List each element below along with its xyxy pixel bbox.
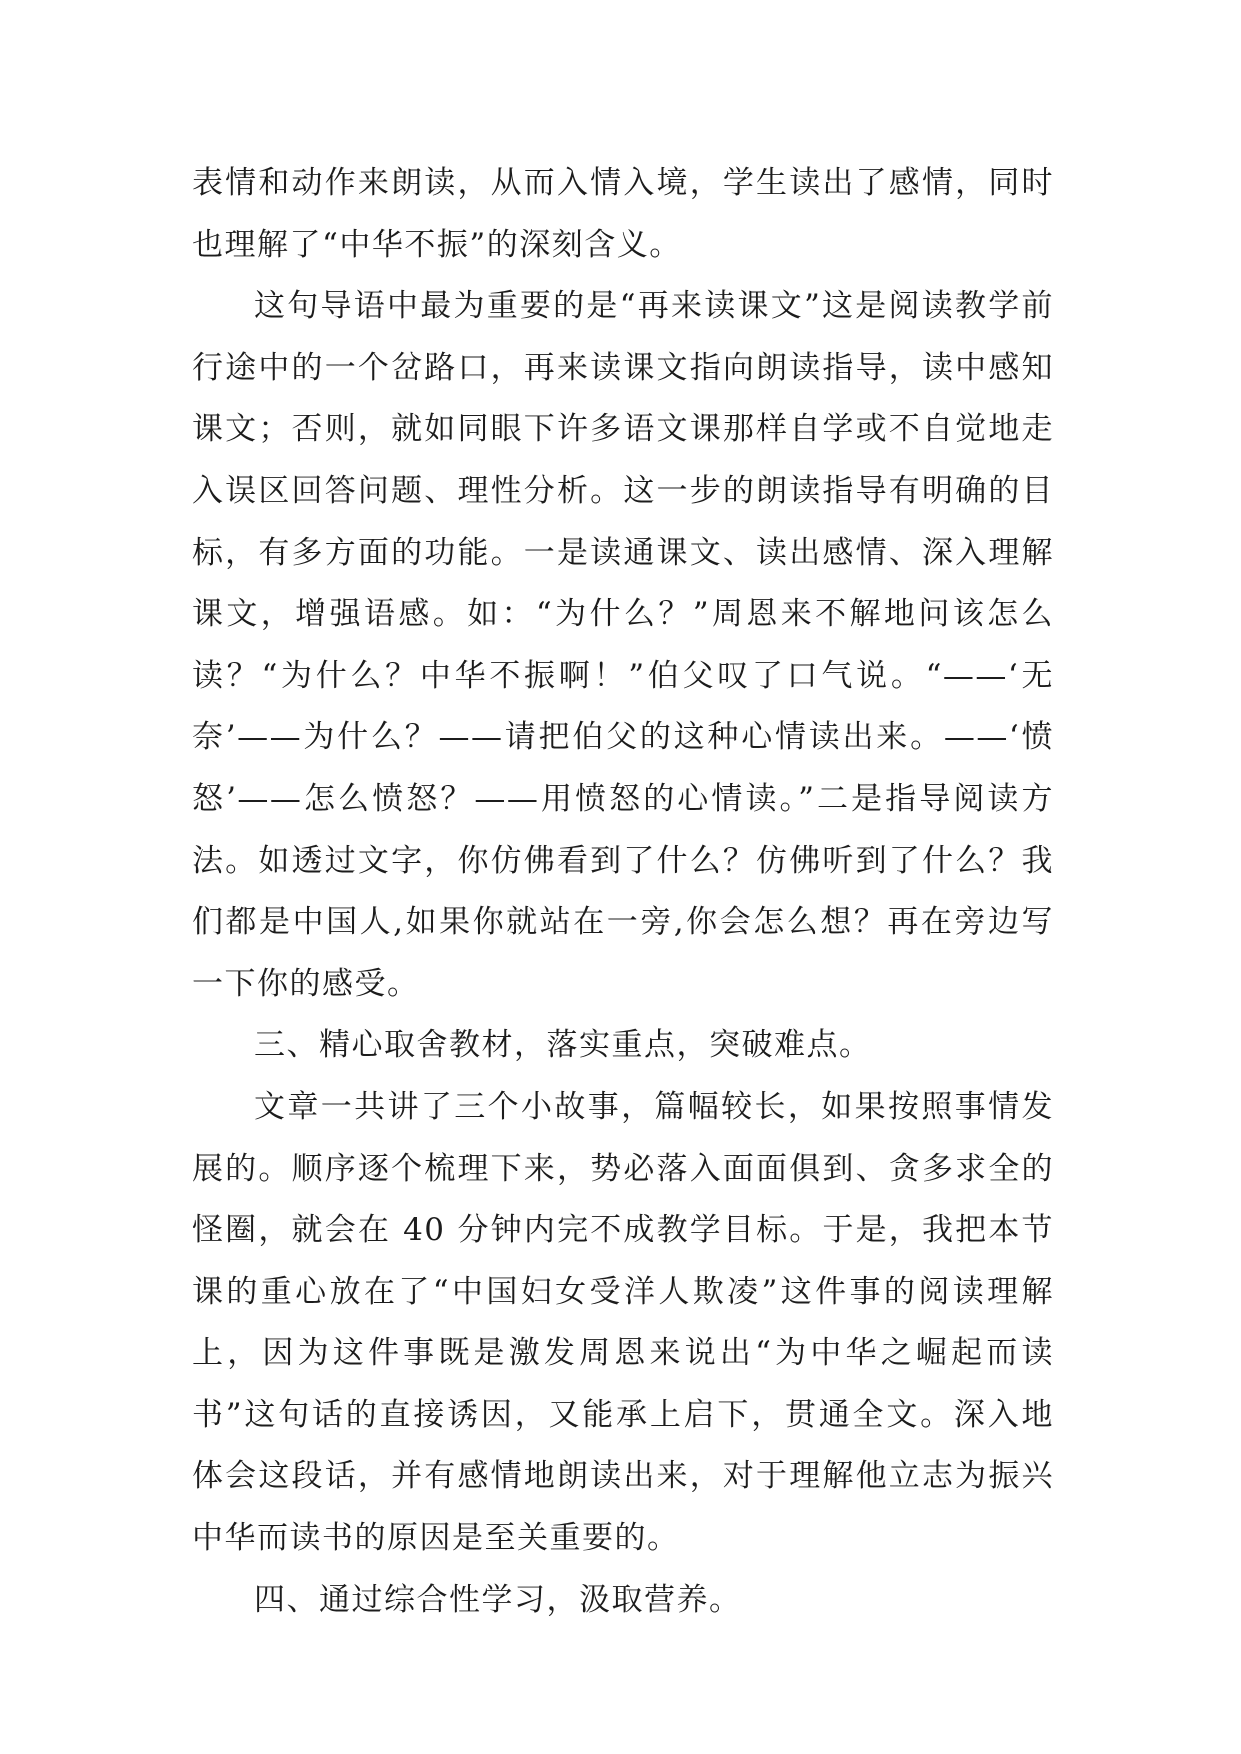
paragraph-material-selection: 文章一共讲了三个小故事，篇幅较长，如果按照事情发展的。顺序逐个梳理下来，势必落入面面俱到、贪多求全的怪圈，就会在 40 分钟内完不成教学目标。于是，我把本节课的重心放在了“中国妇女受洋人欺凌”这件事的阅读理解上，因为这件事既是激发周恩来说出“为中华之崛起而读书”这句话的直接诱因，又能承上启下，贯通全文。深入地体会这段话，并有感情地朗读出来，对于理解他立志为振兴中华而读书的原因是至关重要的。 xyxy=(192,1088,1054,1557)
section-heading-3: 三、精心取舍教材，落实重点，突破难点。 xyxy=(254,1027,872,1064)
body-text xyxy=(192,153,1054,1631)
section-heading-4: 四、通过综合性学习，汲取营养。 xyxy=(254,1581,742,1618)
paragraph-continuation: 表情和动作来朗读，从而入情入境，学生读出了感情，同时也理解了“中华不振”的深刻含义。 xyxy=(192,165,1054,263)
paragraph-reading-guidance: 这句导语中最为重要的是“再来读课文”这是阅读教学前行途中的一个岔路口，再来读课文指向朗读指导，读中感知课文；否则，就如同眼下许多语文课那样自学或不自觉地走入误区回答问题、理性分析。这一步的朗读指导有明确的目标，有多方面的功能。一是读通课文、读出感情、深入理解课文，增强语感。如：“为什么？”周恩来不解地问该怎么读？“为什么？中华不振啊！”伯父叹了口气说。“——‘无奈’——为什么？——请把伯父的这种心情读出来。——‘愤怒’——怎么愤怒？——用愤怒的心情读。”二是指导阅读方法。如透过文字，你仿佛看到了什么？仿佛听到了什么？我们都是中国人,如果你就站在一旁,你会怎么想？再在旁边写一下你的感受。 xyxy=(192,288,1054,1002)
